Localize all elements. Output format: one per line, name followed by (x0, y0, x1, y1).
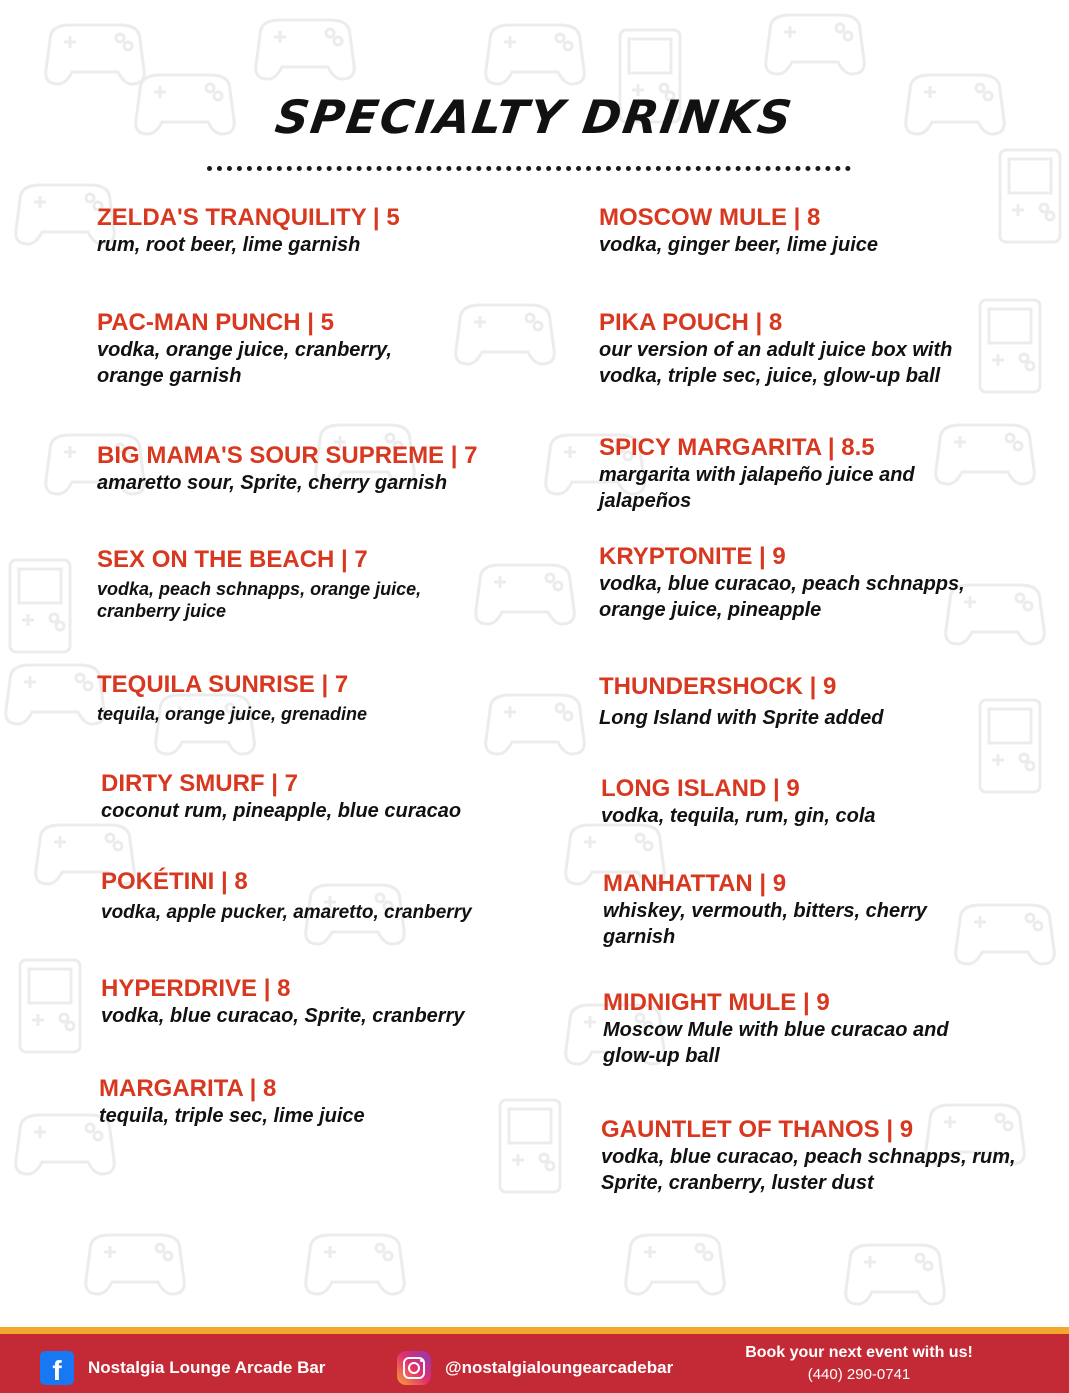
drink-item (599, 543, 1019, 623)
drink-name: MANHATTAN | 9 (603, 870, 787, 897)
drink-name: THUNDERSHOCK | 9 (599, 673, 837, 700)
page-title: SPECIALTY DRINKS (272, 90, 797, 144)
drink-name: DIRTY SMURF | 7 (101, 770, 298, 797)
drink-description: rum, root beer, lime garnish (97, 234, 361, 256)
drink-description: vodka, blue curacao, peach schnapps, rum, Sprite, cranberry, luster dust (601, 1146, 1016, 1194)
booking-cta: Book your next event with us! (745, 1344, 973, 1361)
drink-item (97, 204, 527, 258)
drink-item (603, 989, 1003, 1069)
title-divider (207, 166, 851, 171)
drink-description: vodka, peach schnapps, orange juice, cranberry juice (97, 579, 422, 621)
drink-description: Moscow Mule with blue curacao and glow-up ball (603, 1019, 949, 1067)
drink-item (599, 434, 979, 514)
drink-name: PIKA POUCH | 8 (599, 309, 783, 336)
drink-description: Long Island with Sprite added (599, 707, 884, 729)
drink-description: tequila, orange juice, grenadine (97, 704, 368, 724)
drink-description: coconut rum, pineapple, blue curacao (101, 800, 462, 822)
drink-name: ZELDA'S TRANQUILITY | 5 (97, 204, 400, 231)
drink-name: HYPERDRIVE | 8 (101, 975, 291, 1002)
drink-item (599, 673, 1029, 731)
drink-name: MOSCOW MULE | 8 (599, 204, 821, 231)
drink-item (101, 770, 531, 824)
drink-name: SEX ON THE BEACH | 7 (97, 546, 368, 573)
drink-name: POKÉTINI | 8 (101, 868, 248, 895)
drink-description: whiskey, vermouth, bitters, cherry garnish (603, 900, 927, 948)
drink-item (97, 442, 527, 496)
booking-info (729, 1342, 989, 1386)
phone-number[interactable]: (440) 290-0741 (807, 1366, 911, 1383)
drink-description: our version of an adult juice box with vodka, triple sec, juice, glow-up ball (599, 339, 953, 387)
instagram-handle[interactable]: @nostalgialoungearcadebar (445, 1358, 674, 1377)
drink-name: BIG MAMA'S SOUR SUPREME | 7 (97, 442, 478, 469)
drink-name: MARGARITA | 8 (99, 1075, 277, 1102)
drink-description: tequila, triple sec, lime juice (99, 1105, 365, 1127)
drink-item (603, 870, 943, 950)
drink-item (601, 775, 1031, 829)
drink-item (97, 671, 527, 727)
drink-item (97, 546, 487, 622)
drink-item (601, 1116, 1021, 1196)
footer-bar (0, 1327, 1069, 1393)
drink-name: KRYPTONITE | 9 (599, 543, 786, 570)
facebook-page-name[interactable]: Nostalgia Lounge Arcade Bar (88, 1358, 326, 1377)
drink-item (101, 975, 531, 1029)
drink-item (101, 868, 531, 926)
drink-description: margarita with jalapeño juice and jalapeños (599, 464, 915, 512)
drink-name: TEQUILA SUNRISE | 7 (97, 671, 349, 698)
instagram-icon[interactable] (397, 1351, 431, 1385)
drink-description: amaretto sour, Sprite, cherry garnish (97, 472, 448, 494)
drink-description: vodka, blue curacao, peach schnapps, orange juice, pineapple (599, 573, 965, 621)
drink-description: vodka, orange juice, cranberry, orange garnish (97, 339, 392, 387)
drink-description: vodka, blue curacao, Sprite, cranberry (101, 1005, 465, 1027)
drink-description: vodka, tequila, rum, gin, cola (601, 805, 876, 827)
drink-description: vodka, ginger beer, lime juice (599, 234, 878, 256)
drink-name: GAUNTLET OF THANOS | 9 (601, 1116, 914, 1143)
drink-name: PAC-MAN PUNCH | 5 (97, 309, 334, 336)
drink-name: MIDNIGHT MULE | 9 (603, 989, 830, 1016)
drink-description: vodka, apple pucker, amaretto, cranberry (101, 902, 472, 923)
drink-item (599, 204, 1029, 258)
drink-item (97, 309, 457, 389)
drink-name: SPICY MARGARITA | 8.5 (599, 434, 875, 461)
facebook-icon[interactable]: f (40, 1351, 74, 1385)
drink-item (599, 309, 999, 389)
drink-name: LONG ISLAND | 9 (601, 775, 800, 802)
drink-item (99, 1075, 529, 1129)
